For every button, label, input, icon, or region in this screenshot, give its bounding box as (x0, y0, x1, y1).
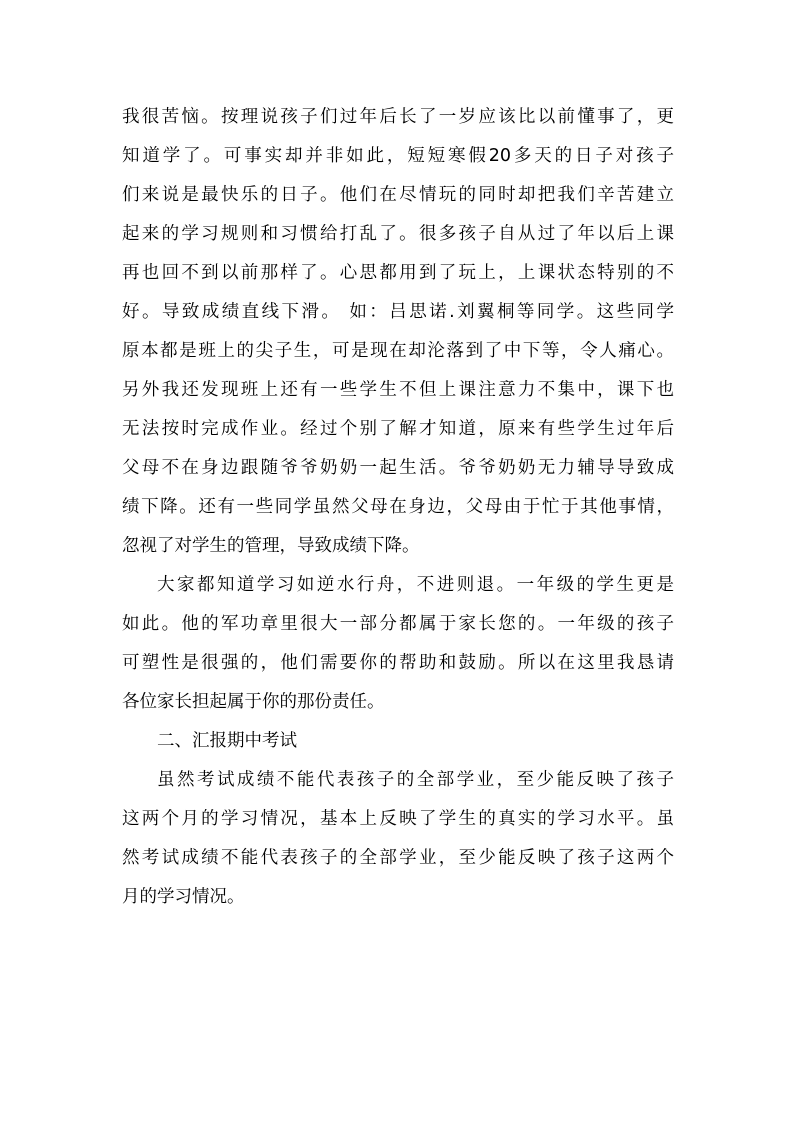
text-line: 们来说是最快乐的日子。他们在尽情玩的同时却把我们辛苦建立 (122, 185, 674, 205)
text-line: 虽然考试成绩不能代表孩子的全部学业，至少能反映了孩子 (157, 770, 674, 790)
text-line: 绩下降。还有一些同学虽然父母在身边，父母由于忙于其他事情， (122, 497, 674, 517)
text-line: 这两个月的学习情况，基本上反映了学生的真实的学习水平。虽 (122, 809, 674, 829)
section-heading (122, 722, 674, 761)
text-line: 我很苦恼。按理说孩子们过年后长了一岁应该比以前懂事了，更 (122, 107, 674, 127)
text-line: 然考试成绩不能代表孩子的全部学业，至少能反映了孩子这两个 (122, 848, 674, 868)
text-line: 无法按时完成作业。经过个别了解才知道，原来有些学生过年后 (122, 419, 674, 439)
text-line: 另外我还发现班上还有一些学生不但上课注意力不集中，课下也 (122, 380, 674, 400)
paragraph-3 (122, 761, 674, 917)
text-line: 原本都是班上的尖子生，可是现在却沦落到了中下等，令人痛心。 (122, 341, 674, 361)
text-line: 各位家长担起属于你的那份责任。 (122, 692, 385, 712)
text-line: 忽视了对学生的管理，导致成绩下降。 (122, 536, 420, 556)
text-line: 知道学了。可事实却并非如此，短短寒假20多天的日子对孩子 (122, 146, 674, 166)
text-line: 月的学习情况。 (122, 887, 245, 907)
text-line: 如此。他的军功章里很大一部分都属于家长您的。一年级的孩子 (122, 614, 674, 634)
text-line: 可塑性是很强的，他们需要你的帮助和鼓励。所以在这里我恳请 (122, 653, 674, 673)
text-line: 起来的学习规则和习惯给打乱了。很多孩子自从过了年以后上课 (122, 224, 674, 244)
heading-text: 二、汇报期中考试 (157, 731, 297, 751)
paragraph-2 (122, 566, 674, 722)
paragraph-1 (122, 98, 674, 566)
text-line: 大家都知道学习如逆水行舟，不进则退。一年级的学生更是 (157, 575, 674, 595)
text-line: 父母不在身边跟随爷爷奶奶一起生活。爷爷奶奶无力辅导导致成 (122, 458, 674, 478)
text-line: 再也回不到以前那样了。心思都用到了玩上，上课状态特别的不 (122, 263, 674, 283)
text-line: 好。导致成绩直线下滑。 如：吕思诺.刘翼桐等同学。这些同学 (122, 302, 674, 322)
document-body (122, 98, 674, 917)
